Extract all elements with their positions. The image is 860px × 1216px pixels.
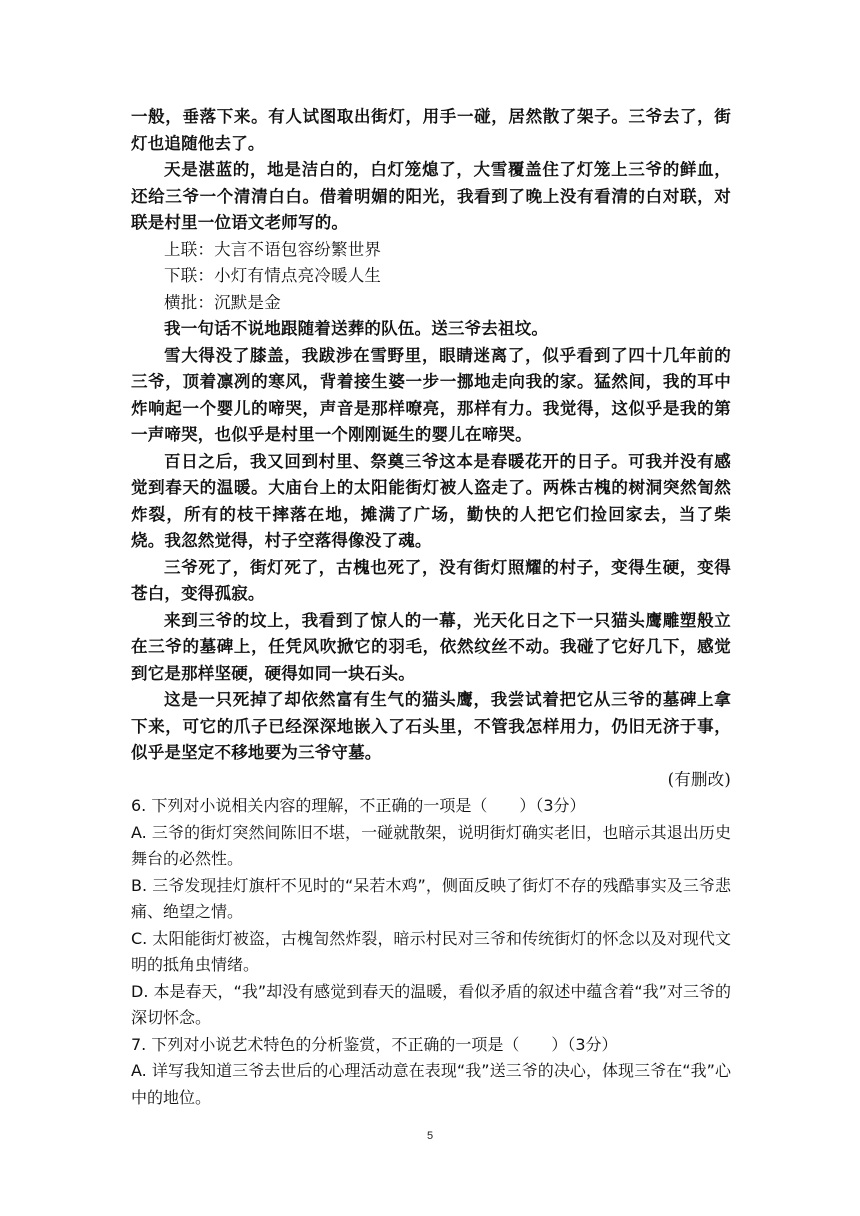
question-6-option-a: A. 三爷的街灯突然间陈旧不堪，一碰就散架，说明街灯确实老旧，也暗示其退出历史舞台的必然性。 (131, 822, 731, 868)
question-6-option-d: D. 本是春天，“我”却没有感觉到春天的温暖，看似矛盾的叙述中蕴含着“我”对三爷的深切怀念。 (131, 981, 731, 1027)
passage-paragraph-4: 雪大得没了膝盖，我跋涉在雪野里，眼睛迷离了，似乎看到了四十几年前的三爷，顶着凛冽的寒风，背着接生婆一步一挪地走向我的家。猛然间，我的耳中炸响起一个婴儿的啼哭，声音是那样嘹亮，那样有力。我觉得，这似乎是我的第一声啼哭，也似乎是村里一个刚刚诞生的婴儿在啼哭。 (131, 345, 731, 444)
question-7-option-a: A. 详写我知道三爷去世后的心理活动意在表现“我”送三爷的决心，体现三爷在“我”心中的地位。 (131, 1061, 731, 1107)
passage-paragraph-2: 天是湛蓝的，地是洁白的，白灯笼熄了，大雪覆盖住了灯笼上三爷的鲜血，还给三爷一个清清白白。借着明媚的阳光，我看到了晚上没有看清的白对联，对联是村里一位语文老师写的。 (131, 160, 731, 232)
question-6-stem: 6. 下列对小说相关内容的理解，不正确的一项是（ ）（3分） (131, 796, 586, 815)
couplet-horizontal: 横批：沉默是金 (164, 292, 281, 312)
passage-paragraph-3: 我一句话不说地跟随着送葬的队伍。送三爷去祖坟。 (164, 319, 549, 338)
passage-paragraph-6: 三爷死了，街灯死了，古槐也死了，没有街灯照耀的村子，变得生硬，变得苍白，变得孤寂。 (131, 557, 731, 603)
passage-paragraph-5: 百日之后，我又回到村里、祭奠三爷这本是春暖花开的日子。可我并没有感觉到春天的温暖。大庙台上的太阳能街灯被人盗走了。两株古槐的树洞突然訇然炸裂，所有的枝干摔落在地，摊满了广场，勤快的人把它们捡回家去，当了柴烧。我忽然觉得，村子空落得像没了魂。 (131, 451, 731, 550)
question-7-stem: 7. 下列对小说艺术特色的分析鉴赏，不正确的一项是（ ）（3分） (131, 1034, 618, 1054)
passage-paragraph-7: 来到三爷的坟上，我看到了惊人的一幕，光天化日之下一只猫头鹰雕塑般立在三爷的墓碑上，任凭风吹掀它的羽毛，依然纹丝不动。我碰了它好几下，感觉到它是那样坚硬，硬得如同一块石头。 (131, 610, 731, 683)
page-content (131, 104, 731, 1111)
passage-paragraph-8: 这是一只死掉了却依然富有生气的猫头鹰，我尝试着把它从三爷的墓碑上拿下来，可它的爪子已经深深地嵌入了石头里，不管我怎样用力，仍旧无济于事，似乎是坚定不移地要为三爷守墓。 (131, 690, 731, 762)
page-number: 5 (426, 1130, 434, 1142)
couplet-lower: 下联：小灯有情点亮冷暖人生 (164, 266, 382, 285)
edit-note: (有删改) (667, 769, 731, 789)
passage-paragraph-1: 一般，垂落下来。有人试图取出街灯，用手一碰，居然散了架子。三爷去了，街灯也追随他去了。 (131, 107, 731, 153)
question-6-option-b: B. 三爷发现挂灯旗杆不见时的“呆若木鸡”，侧面反映了街灯不存的残酷事实及三爷悲痛、绝望之情。 (131, 875, 731, 921)
couplet-upper: 上联：大言不语包容纷繁世界 (164, 239, 382, 259)
question-6-option-c: C. 太阳能街灯被盗，古槐訇然炸裂，暗示村民对三爷和传统街灯的怀念以及对现代文明的抵角虫情绪。 (131, 928, 731, 974)
